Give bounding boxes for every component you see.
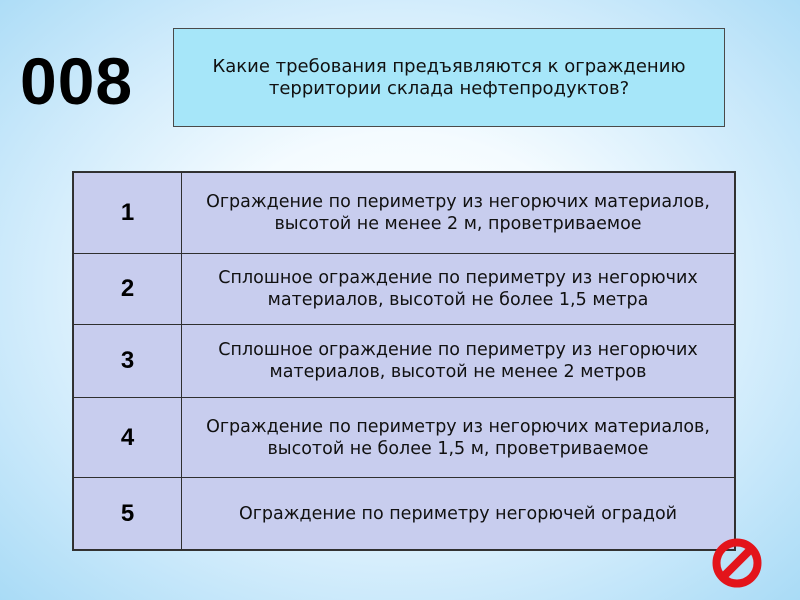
forbidden-icon[interactable] xyxy=(711,537,763,589)
answer-text: Ограждение по периметру из негорючих материалов, высотой не более 1,5 м, проветриваемое xyxy=(182,398,735,478)
answer-number: 2 xyxy=(74,254,182,325)
answer-row-3[interactable] xyxy=(74,325,735,398)
answer-number: 3 xyxy=(74,325,182,398)
answer-row-4[interactable] xyxy=(74,398,735,478)
answer-text: Сплошное ограждение по периметру из негорючих материалов, высотой не менее 2 метров xyxy=(182,325,735,398)
answer-text: Ограждение по периметру из негорючих материалов, высотой не менее 2 м, проветриваемое xyxy=(182,173,735,254)
answer-row-2[interactable] xyxy=(74,254,735,325)
question-text: Какие требования предъявляются к ограждению территории склада нефтепродуктов? xyxy=(212,55,686,99)
question-box xyxy=(173,28,725,127)
answers-table xyxy=(73,172,735,550)
slide-number: 008 xyxy=(20,44,134,118)
answer-text: Ограждение по периметру негорючей оградой xyxy=(182,478,735,550)
answer-number: 1 xyxy=(74,173,182,254)
answer-row-5[interactable] xyxy=(74,478,735,550)
answer-text: Сплошное ограждение по периметру из негорючих материалов, высотой не более 1,5 метра xyxy=(182,254,735,325)
answer-number: 5 xyxy=(74,478,182,550)
answer-number: 4 xyxy=(74,398,182,478)
answer-row-1[interactable] xyxy=(74,173,735,254)
